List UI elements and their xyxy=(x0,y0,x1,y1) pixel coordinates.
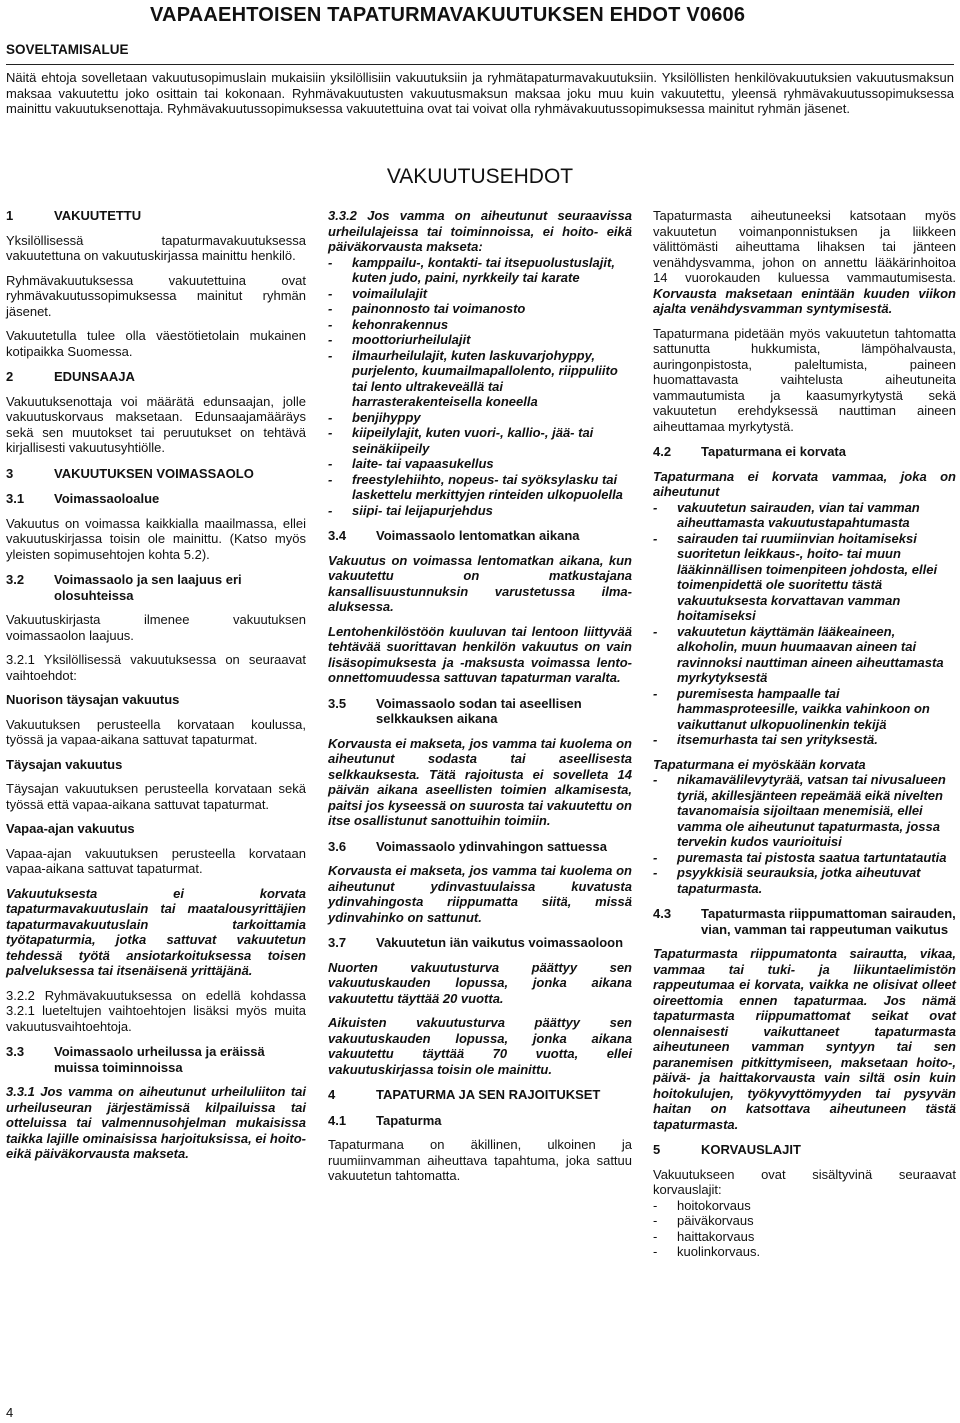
paragraph: Tapaturmasta aiheutuneeksi katsotaan myös vakuutetun voimanponnistuksen ja liikkeen välittömästi aiheuttama lihaksen tai jänteen venähdysvamma, johon on annettu lääkärinhoitoa 14 vuorokauden kuluessa vammautumisesta. Korvausta maksetaan enintään kuuden viikon ajalta venähdysvamman syntymisestä. xyxy=(653,208,956,316)
subsection-heading: 4.2 Tapaturmana ei korvata xyxy=(653,444,846,459)
paragraph: Tapaturmana on äkillinen, ulkoinen ja ruumiinvamman aiheuttava tapahtuma, joka sattuu vakuutetun tahtomatta. xyxy=(328,1137,632,1183)
paragraph: 3.3.1 Jos vamma on aiheutunut urheiluliiton tai urheiluseuran järjestämissä kilpailuissa tai otteluissa tai valmennusohjelman mukaisissa taikka lajille ominaisissa harjoituksissa, ei hoito- eikä päiväkorvausta makseta. xyxy=(6,1084,306,1161)
paragraph: Vakuutukseen ovat sisältyvinä seuraavat korvauslajit: xyxy=(653,1166,956,1197)
paragraph: Vakuutetulla tulee olla väestötietolain mukainen kotipaikka Suomessa. xyxy=(6,328,306,359)
intro-paragraph: Näitä ehtoja sovelletaan vakuutusopimuslain mukaisiin yksilöllisiin vakuutuksiin ja ryhmätapaturmavakuutuksiin. Yksilöllisten henkilövakuutuksien vakuutusmaksun maksaa vakuutettu joko osittain tai kokonaan. Ryhmävakuutusten vakuutusmaksun maksaa joku muu kuin vakuutettu, yleensä ryhmävakuutussopimuksessa mainittu vakuutuksenottaja. Ryhmävakuutussopimuksessa vakuutettuina ovat tai voivat olla ryhmävakuutussopimuksessa mainitut ryhmän jäsenet. xyxy=(6,70,954,116)
section-heading: 2 EDUNSAAJA xyxy=(6,369,135,384)
list-item: - itsemurhasta tai sen yrityksestä. xyxy=(653,732,878,747)
column-3 xyxy=(653,208,956,1269)
option-title: Nuorison täysajan vakuutus xyxy=(6,692,180,707)
list-item: - kamppailu-, kontakti- tai itsepuolustuslajit, kuten judo, paini, nyrkkeily tai karate xyxy=(328,254,615,285)
subsection-heading: 3.6 Voimassaolo ydinvahingon sattuessa xyxy=(328,838,607,854)
paragraph: Aikuisten vakuutusturva päättyy sen vakuutuskauden lopussa, jonka aikana vakuutettu täyttää 70 vuotta, ellei vakuutuskirjassa toisin ole mainittu. xyxy=(328,1015,632,1077)
subsection-heading: 3.2 Voimassaolo ja sen laajuus eri olosuhteissa xyxy=(6,572,242,603)
subsection-heading: 3.4 Voimassaolo lentomatkan aikana xyxy=(328,528,580,543)
paragraph: Vakuutus on voimassa kaikkialla maailmassa, ellei vakuutuskirjassa toisin ole mainittu. (Katso myös yleisten sopimusehtojen kohta 5.2). xyxy=(6,515,306,562)
list-item: - nikamavälilevytyrää, vatsan tai nivusaluеen tyriä, akillesjänteen repeämää eikä nivelten tavanomaisia sijoiltaan menemisiä, ellei vamma ole aiheutunut tapaturmasta, jossa tervekin kudos vaurioituisi xyxy=(653,772,946,849)
section-heading: 4 TAPATURMA JA SEN RAJOITUKSET xyxy=(328,1087,601,1102)
paragraph: Täysajan vakuutuksen perusteella korvataan sekä työssä että vapaa-aikana sattuvat tapaturmat. xyxy=(6,781,306,812)
column-2 xyxy=(328,208,632,1193)
terms-heading: VAKUUTUSEHDOT xyxy=(386,165,574,188)
paragraph: Yksilöllisessä tapaturmavakuutuksessa vakuutettuna on vakuutuskirjassa mainittu henkilö. xyxy=(6,232,306,263)
list-item: - puremasta tai pistosta saatua tartuntatautia xyxy=(653,849,947,865)
paragraph: Tapaturmana ei korvata vammaa, joka on aiheutunut xyxy=(653,468,956,499)
paragraph: 3.2.2 Ryhmävakuutuksessa on edellä kohdassa 3.2.1 lueteltujen vaihtoehtojen lisäksi myös muita vakuutusvaihtoehtoja. xyxy=(6,987,306,1034)
paragraph: Korvausta ei makseta, jos vamma tai kuolema on aiheutunut ydinvastuulaissa kuvatusta ydinvahingosta riippumatta siitä, missä ydinvahinko on sattunut. xyxy=(328,863,632,925)
list-item: - voimailulajit xyxy=(328,285,428,301)
paragraph: Tapaturmasta riippumatonta sairautta, vikaa, vammaa tai tuki- ja liikuntaelimistön rappeutumaa ei korvata, vaikka ne olisivat olleet oireettomia ennen tapaturmaa. Jos nämä tapaturmasta riippumattomat seikat ovat olennaisesti vaikuttaneet tapaturmasta aiheutuneen vamman syntyyn tai sen paranemisen pitkittymiseen, maksetaan hoito-, päivä- ja haittakorvausta vain siltä osin kuin hoitokulujen, työkyvyttömyyden tai pysyvän haitan on katsottava aiheutuneen tästä tapaturmasta. xyxy=(653,946,956,1132)
paragraph: Tapaturmana ei myöskään korvata xyxy=(653,756,866,772)
paragraph: Vakuutus on voimassa lentomatkan aikana, kun vakuutettu on matkustajana kansallisuustunnuksin varustetussa ilma-aluksessa. xyxy=(328,552,632,614)
list-item: - kehonrakennus xyxy=(328,316,449,332)
subsection-heading: 4.3 Tapaturmasta riippumattoman sairauden, vian, vamman tai rappeutuman vaikutus xyxy=(653,906,956,937)
exclusion-list-2 xyxy=(653,772,956,896)
exclusion-list xyxy=(653,500,956,748)
compensation-list xyxy=(653,1198,956,1260)
column-1 xyxy=(6,208,306,1171)
subsection-heading: 3.3 Voimassaolo urheilussa ja eräissä muissa toiminnoissa xyxy=(6,1044,265,1075)
subsection-heading: 3.7 Vakuutetun iän vaikutus voimassaoloon xyxy=(328,935,624,950)
document-title: VAPAAEHTOISEN TAPATURMAVAKUUTUKSEN EHDOT V0606 xyxy=(150,4,746,26)
list-item: - hoitokorvaus xyxy=(653,1197,751,1213)
page-number: 4 xyxy=(6,1405,14,1420)
list-item: - painonnosto tai voimanosto xyxy=(328,301,526,316)
list-item: - psyykkisiä seurauksia, jotka aiheutuvat tapaturmasta. xyxy=(653,865,921,896)
sports-list xyxy=(328,255,632,519)
exclusion-paragraph: Vakuutuksesta ei korvata tapaturmavakuutuslain tai maatalousyrittäjien tapaturmavakuutuslain tarkoittamia työtapaturmia, jotka sattuvat vakuutetun tehdessä työtä ansiotarkoituksessa toisen palveluksessa tai itsenäisenä yrittäjänä. xyxy=(6,885,306,978)
paragraph: 3.3.2 Jos vamma on aiheutunut seuraavissa urheilulajeissa tai toiminnoissa, ei hoito- eikä päiväkorvausta makseta: xyxy=(328,208,632,254)
paragraph: Ryhmävakuutuksessa vakuutettuina ovat ryhmävakuutussopimuksessa mainitut ryhmän jäsenet. xyxy=(6,272,306,319)
paragraph: Tapaturmana pidetään myös vakuutetun tahtomatta sattunutta hukkumista, lämpöhalvausta, auringonpistosta, paleltumista, paineen huomattavasta vaihtelusta aiheutuneita vammautumista ja kaasumyrkytystä sekä vakuutetun erehdyksessä nauttiman aineen aiheuttamaa myrkytystä. xyxy=(653,325,956,434)
option-title: Vapaa-ajan vakuutus xyxy=(6,821,135,836)
list-item: - laite- tai vapaasukellus xyxy=(328,456,494,471)
list-item: - vakuutetun käyttämän lääkeaineen, alkoholin, muun huumaavan aineen tai ravinnoksi nauttiman aineen aiheuttamasta myrkytyksestä xyxy=(653,623,944,685)
subsection-heading: 3.1 Voimassaoloalue xyxy=(6,491,160,506)
subsection-heading: 3.5 Voimassaolo sodan tai aseellisen selkkauksen aikana xyxy=(328,695,582,726)
list-item: - puremisesta hampaalle tai hammasproteesille, vaikka vahinkoon on vaikuttanut ulkopuolinenkin tekijä xyxy=(653,685,930,732)
list-item: - vakuutetun sairauden, vian tai vamman aiheuttamasta vakuutustapahtumasta xyxy=(653,499,920,530)
section-heading: 3 VAKUUTUKSEN VOIMASSAOLO xyxy=(6,465,254,481)
option-title: Täysajan vakuutus xyxy=(6,756,123,772)
scope-label: SOVELTAMISALUE xyxy=(6,42,129,57)
list-item: - päiväkorvaus xyxy=(653,1213,754,1228)
list-item: - moottoriurheilulajit xyxy=(328,332,471,347)
header-divider xyxy=(6,64,954,65)
list-item: - kiipeilylajit, kuten vuori-, kallio-, jää- tai seinäkiipeily xyxy=(328,425,594,456)
list-item: - freestylehiihto, nopeus- tai syöksylasku tai laskettelu merkittyjen rinteiden ulkopuolella xyxy=(328,471,623,502)
section-heading: 1 VAKUUTETTU xyxy=(6,208,142,223)
paragraph: Vakuutuksen perusteella korvataan koulussa, työssä ja vapaa-aikana sattuvat tapaturmat. xyxy=(6,716,306,747)
paragraph: Vakuutuksenottaja voi määrätä edunsaajan, jolle vakuutuskorvaus maksetaan. Edunsaajamääräys sekä sen muutokset tai peruutukset on tehtävä kirjallisesti vakuutusyhtiölle. xyxy=(6,393,306,455)
paragraph: Vapaa-ajan vakuutuksen perusteella korvataan vapaa-aikana sattuvat tapaturmat. xyxy=(6,845,306,876)
list-item: - benjihyppy xyxy=(328,409,421,425)
paragraph: Vakuutuskirjasta ilmenee vakuutuksen voimassaolon laajuus. xyxy=(6,612,306,643)
subsection-heading: 4.1 Tapaturma xyxy=(328,1112,442,1128)
paragraph: Nuorten vakuutusturva päättyy sen vakuutuskauden lopussa, jonka aikana vakuutettu täyttää 20 vuotta. xyxy=(328,959,632,1006)
paragraph: Lentohenkilöstöön kuuluvan tai lentoon liittyvää tehtävää suorittavan henkilön vakuutus on vain lisäsopimuksesta ja -maksusta voimassa lento-onnettomuudessa sattuvan tapaturman varalta. xyxy=(328,623,632,685)
list-item: - kuolinkorvaus. xyxy=(653,1244,761,1259)
section-heading: 5 KORVAUSLAJIT xyxy=(653,1142,801,1157)
list-item: - haittakorvaus xyxy=(653,1228,755,1244)
paragraph: Korvausta ei makseta, jos vamma tai kuolema on aiheutunut sodasta tai aseellisesta selkkauksesta. Tätä rajoitusta ei sovelleta 14 päivän aikana aseellisten toimien alkamisesta, paitsi jos kyseessä on suurosta tai vakuutettu on itse osallistunut sanottuihin toimiin. xyxy=(328,735,632,828)
list-item: - ilmaurheilulajit, kuten laskuvarjohyppy, purjelento, kuumailmapallolento, riippuliito tai lento ultrakeveällä tai harrasterakenteisella koneella xyxy=(328,347,618,409)
list-item: - siipi- tai leijapurjehdus xyxy=(328,502,493,518)
list-item: - sairauden tai ruumiinvian hoitamiseksi suoritetun leikkaus-, hoito- tai muun lääkinnällisen toimenpiteen johdosta, ellei toimenpidettä ole suoritettu tästä vakuutuksesta korvattavan vamman hoitamiseksi xyxy=(653,530,938,623)
paragraph: 3.2.1 Yksilöllisessä vakuutuksessa on seuraavat vaihtoehdot: xyxy=(6,652,306,683)
